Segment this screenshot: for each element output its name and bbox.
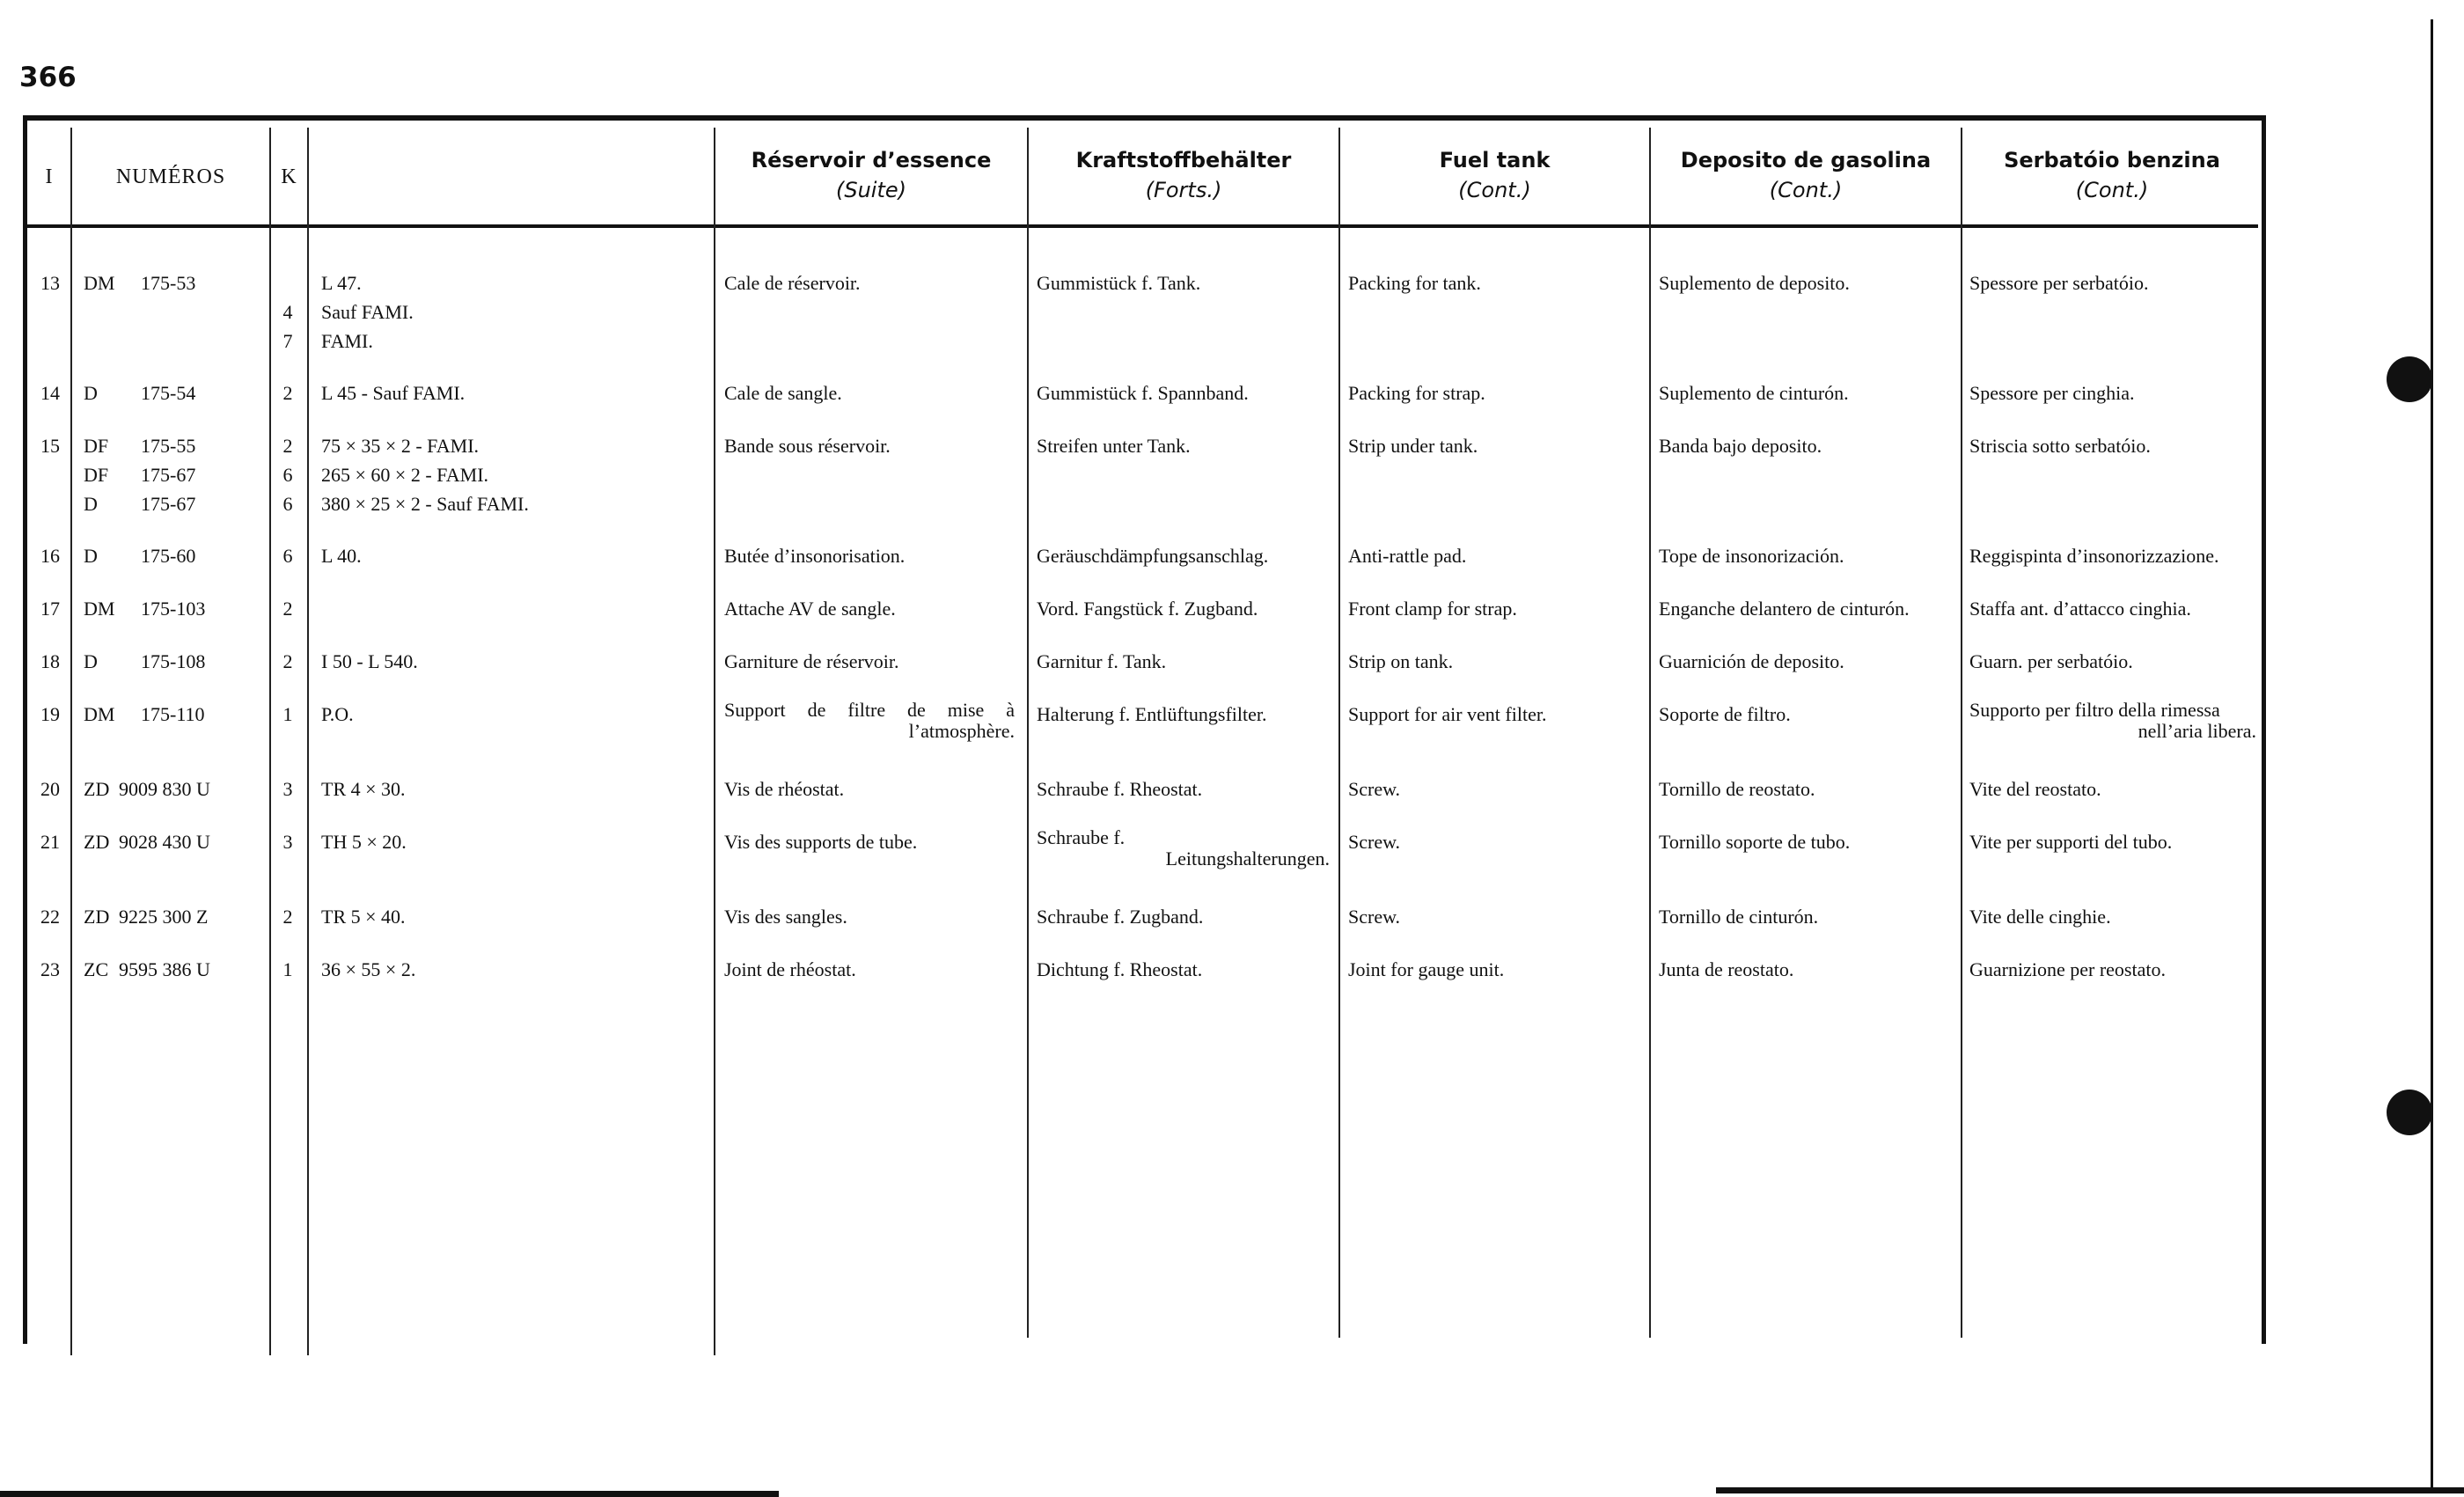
row-index: 18 bbox=[40, 650, 60, 672]
description-line: Supporto per filtro della rimessa bbox=[1969, 699, 2220, 721]
part-number: 175-110 bbox=[141, 703, 205, 725]
description-it: Staffa ant. d’attacco cinghia. bbox=[1969, 598, 2191, 620]
description-fr: Garniture de réservoir. bbox=[724, 650, 899, 672]
quantity: 6 bbox=[282, 545, 293, 567]
description-es: Tope de insonorización. bbox=[1659, 545, 1844, 567]
description-it: Reggispinta d’insonorizzazione. bbox=[1969, 545, 2219, 567]
row-index: 14 bbox=[40, 382, 60, 404]
part-number: 175-67 bbox=[141, 493, 196, 515]
description-de: Garnitur f. Tank. bbox=[1037, 650, 1167, 672]
description-en: Packing for tank. bbox=[1348, 272, 1481, 294]
header-qty: K bbox=[281, 165, 297, 188]
description-it: Vite del reostato. bbox=[1969, 778, 2101, 800]
description-it: Striscia sotto serbatóio. bbox=[1969, 435, 2151, 457]
part-number-prefix: ZD bbox=[84, 778, 110, 800]
quantity: 4 bbox=[282, 301, 293, 323]
quantity: 2 bbox=[282, 906, 293, 928]
part-number: 175-108 bbox=[141, 650, 206, 672]
quantity: 2 bbox=[282, 598, 293, 620]
quantity: 2 bbox=[282, 382, 293, 404]
description-de: Vord. Fangstück f. Zugband. bbox=[1037, 598, 1258, 620]
specification: L 47. bbox=[321, 272, 362, 294]
part-number-prefix: ZC bbox=[84, 958, 109, 980]
row-index: 22 bbox=[40, 906, 60, 928]
header-german-title: Kraftstoffbehälter bbox=[1075, 148, 1292, 172]
part-number-prefix: DM bbox=[84, 703, 115, 725]
description-it: Guarn. per serbatóio. bbox=[1969, 650, 2133, 672]
description-en: Support for air vent filter. bbox=[1348, 703, 1547, 725]
description-fr: Vis des sangles. bbox=[724, 906, 847, 928]
description-en: Screw. bbox=[1348, 906, 1401, 928]
description-fr: Vis de rhéostat. bbox=[724, 778, 845, 800]
description-fr: Vis des supports de tube. bbox=[724, 831, 918, 853]
description-it: Guarnizione per reostato. bbox=[1969, 958, 2166, 980]
header-numbers: NUMÉROS bbox=[115, 165, 226, 188]
part-number-prefix: DM bbox=[84, 272, 115, 294]
part-number-prefix: DM bbox=[84, 598, 115, 620]
description-es: Tornillo soporte de tubo. bbox=[1659, 831, 1851, 853]
part-number: 175-103 bbox=[141, 598, 206, 620]
description-de: Dichtung f. Rheostat. bbox=[1037, 958, 1203, 980]
part-number: 9595 386 U bbox=[119, 958, 210, 980]
row-index: 15 bbox=[40, 435, 60, 457]
description-line: Support de filtre de mise à bbox=[724, 699, 1015, 721]
header-spanish-title: Deposito de gasolina bbox=[1680, 148, 1932, 172]
description-es: Soporte de filtro. bbox=[1659, 703, 1791, 725]
description-line: Schraube f. bbox=[1037, 826, 1126, 848]
quantity: 6 bbox=[282, 493, 293, 515]
description-fr: Cale de sangle. bbox=[724, 382, 842, 404]
description-en: Screw. bbox=[1348, 778, 1401, 800]
description-fr: Joint de rhéostat. bbox=[724, 958, 856, 980]
description-it: Spessore per serbatóio. bbox=[1969, 272, 2149, 294]
description-es: Banda bajo deposito. bbox=[1659, 435, 1822, 457]
specification: TR 5 × 40. bbox=[321, 906, 406, 928]
description-line: Leitungshalterungen. bbox=[1165, 848, 1330, 870]
specification: TH 5 × 20. bbox=[321, 831, 407, 853]
description-en: Anti-rattle pad. bbox=[1348, 545, 1467, 567]
description-de: Streifen unter Tank. bbox=[1037, 435, 1191, 457]
description-fr: Cale de réservoir. bbox=[724, 272, 861, 294]
part-number-prefix: ZD bbox=[84, 831, 110, 853]
row-index: 16 bbox=[40, 545, 60, 567]
part-number-prefix: D bbox=[84, 545, 98, 567]
specification: Sauf FAMI. bbox=[321, 301, 414, 323]
description-it bbox=[1969, 700, 2256, 742]
quantity: 7 bbox=[282, 330, 293, 352]
description-fr: Attache AV de sangle. bbox=[724, 598, 896, 620]
specification: L 40. bbox=[321, 545, 362, 567]
row-index: 17 bbox=[40, 598, 60, 620]
specification: TR 4 × 30. bbox=[321, 778, 406, 800]
description-en: Strip under tank. bbox=[1348, 435, 1478, 457]
header-french-title: Réservoir d’essence bbox=[751, 148, 992, 172]
row-index: 23 bbox=[40, 958, 60, 980]
description-fr: Bande sous réservoir. bbox=[724, 435, 891, 457]
description-es: Tornillo de reostato. bbox=[1659, 778, 1815, 800]
description-it: Spessore per cinghia. bbox=[1969, 382, 2135, 404]
description-de: Schraube f. Zugband. bbox=[1037, 906, 1204, 928]
part-number: 175-60 bbox=[141, 545, 196, 567]
description-en: Strip on tank. bbox=[1348, 650, 1454, 672]
punch-hole bbox=[2387, 356, 2432, 402]
quantity: 1 bbox=[282, 703, 293, 725]
description-es: Suplemento de cinturón. bbox=[1659, 382, 1849, 404]
quantity: 2 bbox=[282, 650, 293, 672]
description-en: Packing for strap. bbox=[1348, 382, 1485, 404]
row-index: 13 bbox=[40, 272, 60, 294]
row-index: 21 bbox=[40, 831, 60, 853]
description-de: Gummistück f. Tank. bbox=[1037, 272, 1201, 294]
description-line: nell’aria libera. bbox=[2138, 720, 2256, 742]
part-number-prefix: D bbox=[84, 382, 98, 404]
description-de bbox=[1037, 827, 1330, 870]
header-italian-subtitle: (Cont.) bbox=[2075, 178, 2149, 202]
description-de: Geräuschdämpfungsanschlag. bbox=[1037, 545, 1269, 567]
specification: 265 × 60 × 2 - FAMI. bbox=[321, 464, 489, 486]
header-english-title: Fuel tank bbox=[1439, 148, 1551, 172]
specification: 380 × 25 × 2 - Sauf FAMI. bbox=[321, 493, 529, 515]
punch-hole bbox=[2387, 1090, 2432, 1135]
description-es: Tornillo de cinturón. bbox=[1659, 906, 1819, 928]
part-number: 175-53 bbox=[141, 272, 196, 294]
part-number-prefix: DF bbox=[84, 435, 109, 457]
specification: P.O. bbox=[321, 703, 354, 725]
header-italian-title: Serbatóio benzina bbox=[2004, 148, 2220, 172]
description-it: Vite per supporti del tubo. bbox=[1969, 831, 2173, 853]
specification: 36 × 55 × 2. bbox=[321, 958, 416, 980]
row-index: 20 bbox=[40, 778, 60, 800]
part-number: 9225 300 Z bbox=[119, 906, 209, 928]
part-number-prefix: D bbox=[84, 493, 98, 515]
description-en: Screw. bbox=[1348, 831, 1401, 853]
header-english-subtitle: (Cont.) bbox=[1458, 178, 1531, 202]
row-index: 19 bbox=[40, 703, 60, 725]
description-en: Joint for gauge unit. bbox=[1348, 958, 1505, 980]
header-french-subtitle: (Suite) bbox=[835, 178, 906, 202]
specification: I 50 - L 540. bbox=[321, 650, 418, 672]
description-de: Halterung f. Entlüftungsfilter. bbox=[1037, 703, 1267, 725]
description-de: Gummistück f. Spannband. bbox=[1037, 382, 1249, 404]
description-fr: Butée d’insonorisation. bbox=[724, 545, 906, 567]
description-fr bbox=[724, 700, 1015, 742]
part-number: 175-55 bbox=[141, 435, 196, 457]
part-number: 175-67 bbox=[141, 464, 196, 486]
description-es: Suplemento de deposito. bbox=[1659, 272, 1850, 294]
part-number-prefix: ZD bbox=[84, 906, 110, 928]
description-line: l’atmosphère. bbox=[908, 720, 1015, 742]
header-spanish-subtitle: (Cont.) bbox=[1769, 178, 1843, 202]
part-number: 9028 430 U bbox=[119, 831, 210, 853]
part-number: 175-54 bbox=[141, 382, 196, 404]
part-number-prefix: D bbox=[84, 650, 98, 672]
quantity: 3 bbox=[282, 831, 293, 853]
specification: L 45 - Sauf FAMI. bbox=[321, 382, 466, 404]
quantity: 1 bbox=[282, 958, 293, 980]
quantity: 6 bbox=[282, 464, 293, 486]
quantity: 2 bbox=[282, 435, 293, 457]
part-number-prefix: DF bbox=[84, 464, 109, 486]
quantity: 3 bbox=[282, 778, 293, 800]
description-es: Guarnición de deposito. bbox=[1659, 650, 1844, 672]
description-de: Schraube f. Rheostat. bbox=[1037, 778, 1203, 800]
specification: 75 × 35 × 2 - FAMI. bbox=[321, 435, 480, 457]
description-es: Enganche delantero de cinturón. bbox=[1659, 598, 1910, 620]
specification: FAMI. bbox=[321, 330, 373, 352]
description-en: Front clamp for strap. bbox=[1348, 598, 1517, 620]
description-it: Vite delle cinghie. bbox=[1969, 906, 2111, 928]
header-german-subtitle: (Forts.) bbox=[1145, 178, 1222, 202]
description-es: Junta de reostato. bbox=[1659, 958, 1794, 980]
bottom-rule bbox=[1716, 1487, 2464, 1493]
part-number: 9009 830 U bbox=[119, 778, 210, 800]
header-index: I bbox=[45, 165, 54, 188]
page-number: 366 bbox=[19, 62, 77, 93]
